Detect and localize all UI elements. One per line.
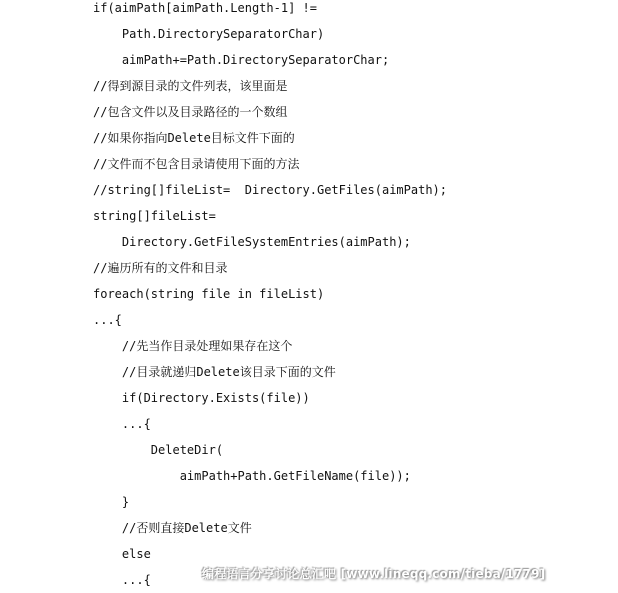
- code-line: //否则直接Delete文件: [93, 521, 252, 535]
- code-line: ...{: [93, 417, 151, 431]
- code-line: //如果你指向Delete目标文件下面的: [93, 131, 295, 145]
- code-line: aimPath+=Path.DirectorySeparatorChar;: [93, 53, 390, 67]
- code-line: }: [93, 495, 130, 509]
- code-line: //先当作目录处理如果存在这个: [93, 339, 293, 353]
- code-line: //string[]fileList= Directory.GetFiles(aimPath);: [93, 183, 448, 197]
- code-line: string[]fileList=: [93, 209, 216, 223]
- code-line: if(aimPath[aimPath.Length-1] !=: [93, 1, 317, 15]
- code-line: ...{: [93, 573, 151, 587]
- code-line: aimPath+Path.GetFileName(file));: [93, 469, 411, 483]
- code-line: Directory.GetFileSystemEntries(aimPath);: [93, 235, 411, 249]
- code-line: else: [93, 547, 151, 561]
- code-line: //包含文件以及目录路径的一个数组: [93, 105, 288, 119]
- code-line: foreach(string file in fileList): [93, 287, 325, 301]
- code-line: ...{: [93, 313, 122, 327]
- site-watermark: 编程语言分享讨论总汇吧 [www.lineqq.com/tieba/1779]: [202, 567, 546, 581]
- code-line: DeleteDir(: [93, 443, 224, 457]
- code-line: //得到源目录的文件列表，该里面是: [93, 79, 288, 93]
- code-line: //文件而不包含目录请使用下面的方法: [93, 157, 300, 171]
- code-line: //遍历所有的文件和目录: [93, 261, 228, 275]
- code-line: //目录就递归Delete该目录下面的文件: [93, 365, 336, 379]
- code-line: Path.DirectorySeparatorChar): [93, 27, 325, 41]
- code-line: if(Directory.Exists(file)): [93, 391, 310, 405]
